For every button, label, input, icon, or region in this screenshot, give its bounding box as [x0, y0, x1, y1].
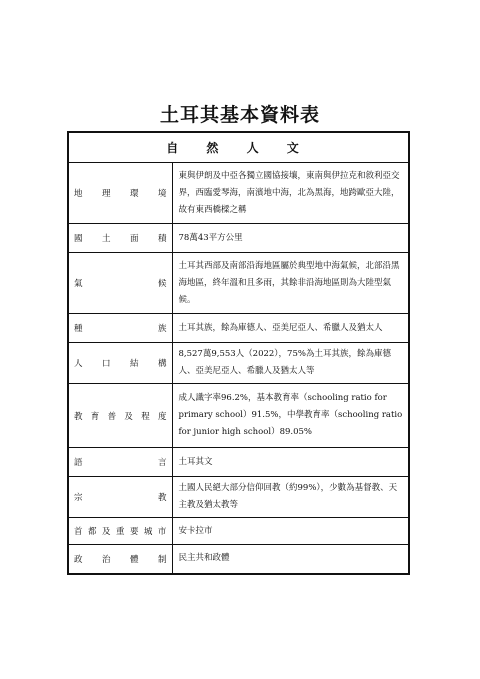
- table-row: [68, 477, 409, 518]
- label-char: 構: [157, 359, 167, 369]
- label-char: 候: [157, 279, 167, 289]
- label-char: 教: [157, 493, 167, 503]
- row-label: [68, 343, 172, 384]
- label-char: 環: [129, 189, 139, 199]
- row-label: [68, 163, 172, 224]
- row-value: 東與伊朗及中亞各獨立國協接壤，東南與伊拉克和敘利亞交界，西臨愛琴海，南濱地中海，北為黑海，地跨歐亞大陸，故有東西橋樑之稱: [172, 163, 409, 224]
- label-char: 要: [129, 527, 139, 537]
- row-label: [68, 253, 172, 314]
- label-char: 程: [141, 411, 150, 422]
- label-char: 積: [157, 234, 167, 244]
- label-char: 境: [157, 189, 167, 199]
- row-value: 民主共和政體: [172, 545, 409, 574]
- table-row: [68, 448, 409, 477]
- label-char: 言: [157, 458, 167, 468]
- row-value: 土耳其文: [172, 448, 409, 477]
- section-header: 自 然 人 文: [68, 132, 409, 163]
- row-value: 土耳其族，餘為庫德人、亞美尼亞人、希臘人及猶太人: [172, 314, 409, 343]
- label-char: 宗: [74, 493, 83, 503]
- label-char: 族: [157, 324, 167, 334]
- label-char: 面: [129, 234, 139, 244]
- row-label: [68, 545, 172, 574]
- label-char: 都: [87, 527, 97, 537]
- table-row: [68, 253, 409, 314]
- row-label: [68, 314, 172, 343]
- label-char: 語: [74, 458, 83, 468]
- label-char: 口: [101, 359, 111, 369]
- label-char: 政: [74, 554, 83, 565]
- basic-info-table: [67, 131, 410, 575]
- row-value: 成人識字率96.2%，基本教育率（schooling ratio for primary school）91.5%，中學教育率（schooling ratio for junior high school）89.05%: [172, 384, 409, 448]
- label-char: 制: [157, 554, 167, 565]
- label-char: 及: [101, 527, 111, 537]
- label-char: 育: [90, 411, 100, 422]
- row-value: 8,527萬9,553人（2022），75%為土耳其族，餘為庫德人、亞美尼亞人、希臘人及猶太人等: [172, 343, 409, 384]
- label-char: 普: [107, 411, 117, 422]
- table-row: [68, 163, 409, 224]
- label-char: 人: [74, 359, 83, 369]
- label-char: 理: [101, 189, 111, 199]
- label-char: 重: [115, 527, 125, 537]
- document-title: 土耳其基本資料表: [159, 104, 320, 126]
- label-char: 及: [124, 411, 133, 422]
- row-value: 土國人民絕大部分信仰回教（約99%），少數為基督教、天主教及猶太教等: [172, 477, 409, 518]
- row-label: [68, 518, 172, 545]
- table-row: [68, 545, 409, 574]
- table-row: [68, 384, 409, 448]
- label-char: 體: [129, 554, 139, 565]
- row-label: [68, 448, 172, 477]
- label-char: 氣: [74, 279, 83, 289]
- row-label: [68, 477, 172, 518]
- label-char: 教: [74, 411, 83, 422]
- label-char: 治: [101, 554, 111, 565]
- label-char: 種: [74, 324, 83, 334]
- table-body: [68, 163, 409, 574]
- label-char: 市: [157, 527, 167, 537]
- row-label: [68, 384, 172, 448]
- row-value: 安卡拉市: [172, 518, 409, 545]
- row-label: [68, 224, 172, 253]
- label-char: 地: [74, 189, 83, 199]
- row-value: 78萬43平方公里: [172, 224, 409, 253]
- label-char: 國: [74, 234, 83, 244]
- table-row: [68, 224, 409, 253]
- label-char: 首: [74, 527, 83, 537]
- label-char: 度: [157, 411, 167, 422]
- label-char: 城: [143, 527, 153, 537]
- label-char: 土: [101, 234, 111, 244]
- row-value: 土耳其西部及南部沿海地區屬於典型地中海氣候，北部沿黑海地區，終年溫和且多雨，其餘非沿海地區則為大陸型氣候。: [172, 253, 409, 314]
- table-row: [68, 518, 409, 545]
- section-header-row: [68, 132, 409, 163]
- table-row: [68, 343, 409, 384]
- table-row: [68, 314, 409, 343]
- label-char: 結: [129, 359, 139, 369]
